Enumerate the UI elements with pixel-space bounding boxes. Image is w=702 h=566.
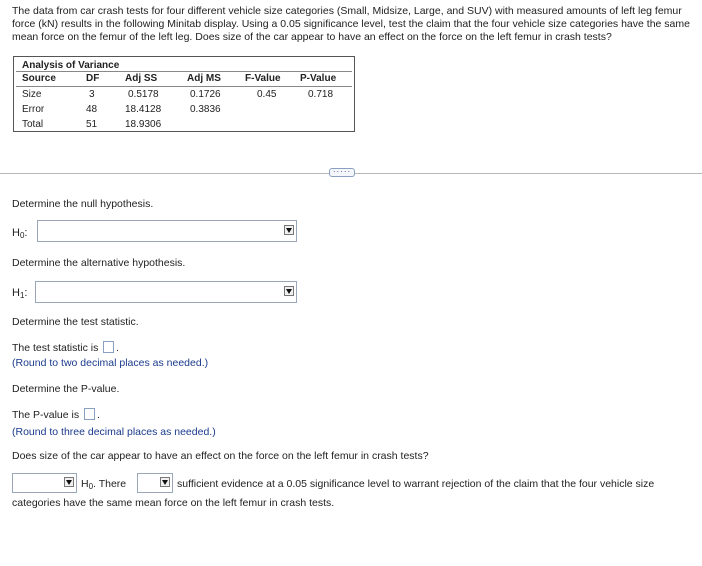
anova-row-total-adj-ss: 18.9306	[125, 119, 162, 130]
anova-row-error-df: 48	[86, 104, 98, 115]
anova-header-adj-ms: Adj MS	[187, 73, 221, 84]
anova-header-df: DF	[86, 73, 100, 84]
anova-row-size-adj-ms: 0.1726	[190, 89, 221, 100]
test-statistic-note: (Round to two decimal places as needed.)	[12, 357, 209, 369]
anova-row-size-f-value: 0.45	[257, 89, 277, 100]
p-value-prompt: Determine the P-value.	[12, 383, 120, 395]
problem-statement: The data from car crash tests for four different vehicle size categories (Small, Midsize, Large, and SUV) with measured amounts of left leg femur force (kN) results in the following Minitab display. Using a 0.05 significance level, test the claim that the four vehicle size categories have the same mean force on the femur of the left leg. Does size of the car appear to have an effect on the force on the left femur in crash tests?	[12, 5, 690, 43]
anova-header-adj-ss: Adj SS	[125, 73, 158, 84]
test-statistic-input[interactable]	[103, 341, 114, 353]
anova-row-total-df: 51	[86, 119, 98, 130]
alt-hypothesis-select[interactable]	[35, 281, 297, 303]
anova-row-error-source: Error	[22, 104, 45, 115]
null-hypothesis-label: $H_0$:	[12, 227, 28, 240]
p-value-lead: The P-value is	[12, 409, 80, 421]
chevron-down-icon[interactable]	[64, 477, 74, 487]
conclusion-decision-select[interactable]	[12, 473, 77, 493]
anova-row-size-source: Size	[22, 89, 42, 100]
p-value-period: .	[97, 409, 100, 421]
anova-row-size-p-value: 0.718	[308, 89, 334, 100]
conclusion-text-line1: sufficient evidence at a 0.05 significance level to warrant rejection of the claim that the four vehicle size	[177, 478, 655, 490]
anova-table	[13, 56, 355, 132]
conclusion-h0-label: $H_0$. There	[81, 478, 127, 491]
anova-header-p-value: P-Value	[300, 73, 337, 84]
null-hypothesis-select[interactable]	[37, 220, 297, 242]
anova-row-error-adj-ms: 0.3836	[190, 104, 221, 115]
anova-header-source: Source	[22, 73, 56, 84]
alt-hypothesis-label: $H_1$:	[12, 287, 28, 300]
anova-row-error-adj-ss: 18.4128	[125, 104, 162, 115]
chevron-down-icon[interactable]	[284, 286, 294, 296]
p-value-input[interactable]	[84, 408, 95, 420]
conclusion-evidence-select[interactable]	[137, 473, 173, 493]
expand-more-button[interactable]: ·····	[329, 168, 355, 177]
test-statistic-lead: The test statistic is	[12, 342, 99, 354]
anova-header-f-value: F-Value	[245, 73, 281, 84]
chevron-down-icon[interactable]	[284, 225, 294, 235]
test-statistic-period: .	[116, 342, 119, 354]
anova-body-rule	[16, 86, 352, 87]
anova-row-total-source: Total	[22, 119, 44, 130]
alt-hypothesis-prompt: Determine the alternative hypothesis.	[12, 257, 186, 269]
anova-row-size-adj-ss: 0.5178	[128, 89, 159, 100]
null-hypothesis-prompt: Determine the null hypothesis.	[12, 198, 154, 210]
anova-header-rule	[16, 71, 352, 72]
chevron-down-icon[interactable]	[160, 477, 170, 487]
test-statistic-prompt: Determine the test statistic.	[12, 316, 139, 328]
conclusion-text-line2: categories have the same mean force on the left femur in crash tests.	[12, 497, 335, 509]
conclusion-question: Does size of the car appear to have an effect on the force on the left femur in crash tests?	[12, 450, 429, 462]
anova-title: Analysis of Variance	[22, 60, 120, 71]
anova-row-size-df: 3	[89, 89, 95, 100]
p-value-note: (Round to three decimal places as needed.)	[12, 426, 216, 438]
